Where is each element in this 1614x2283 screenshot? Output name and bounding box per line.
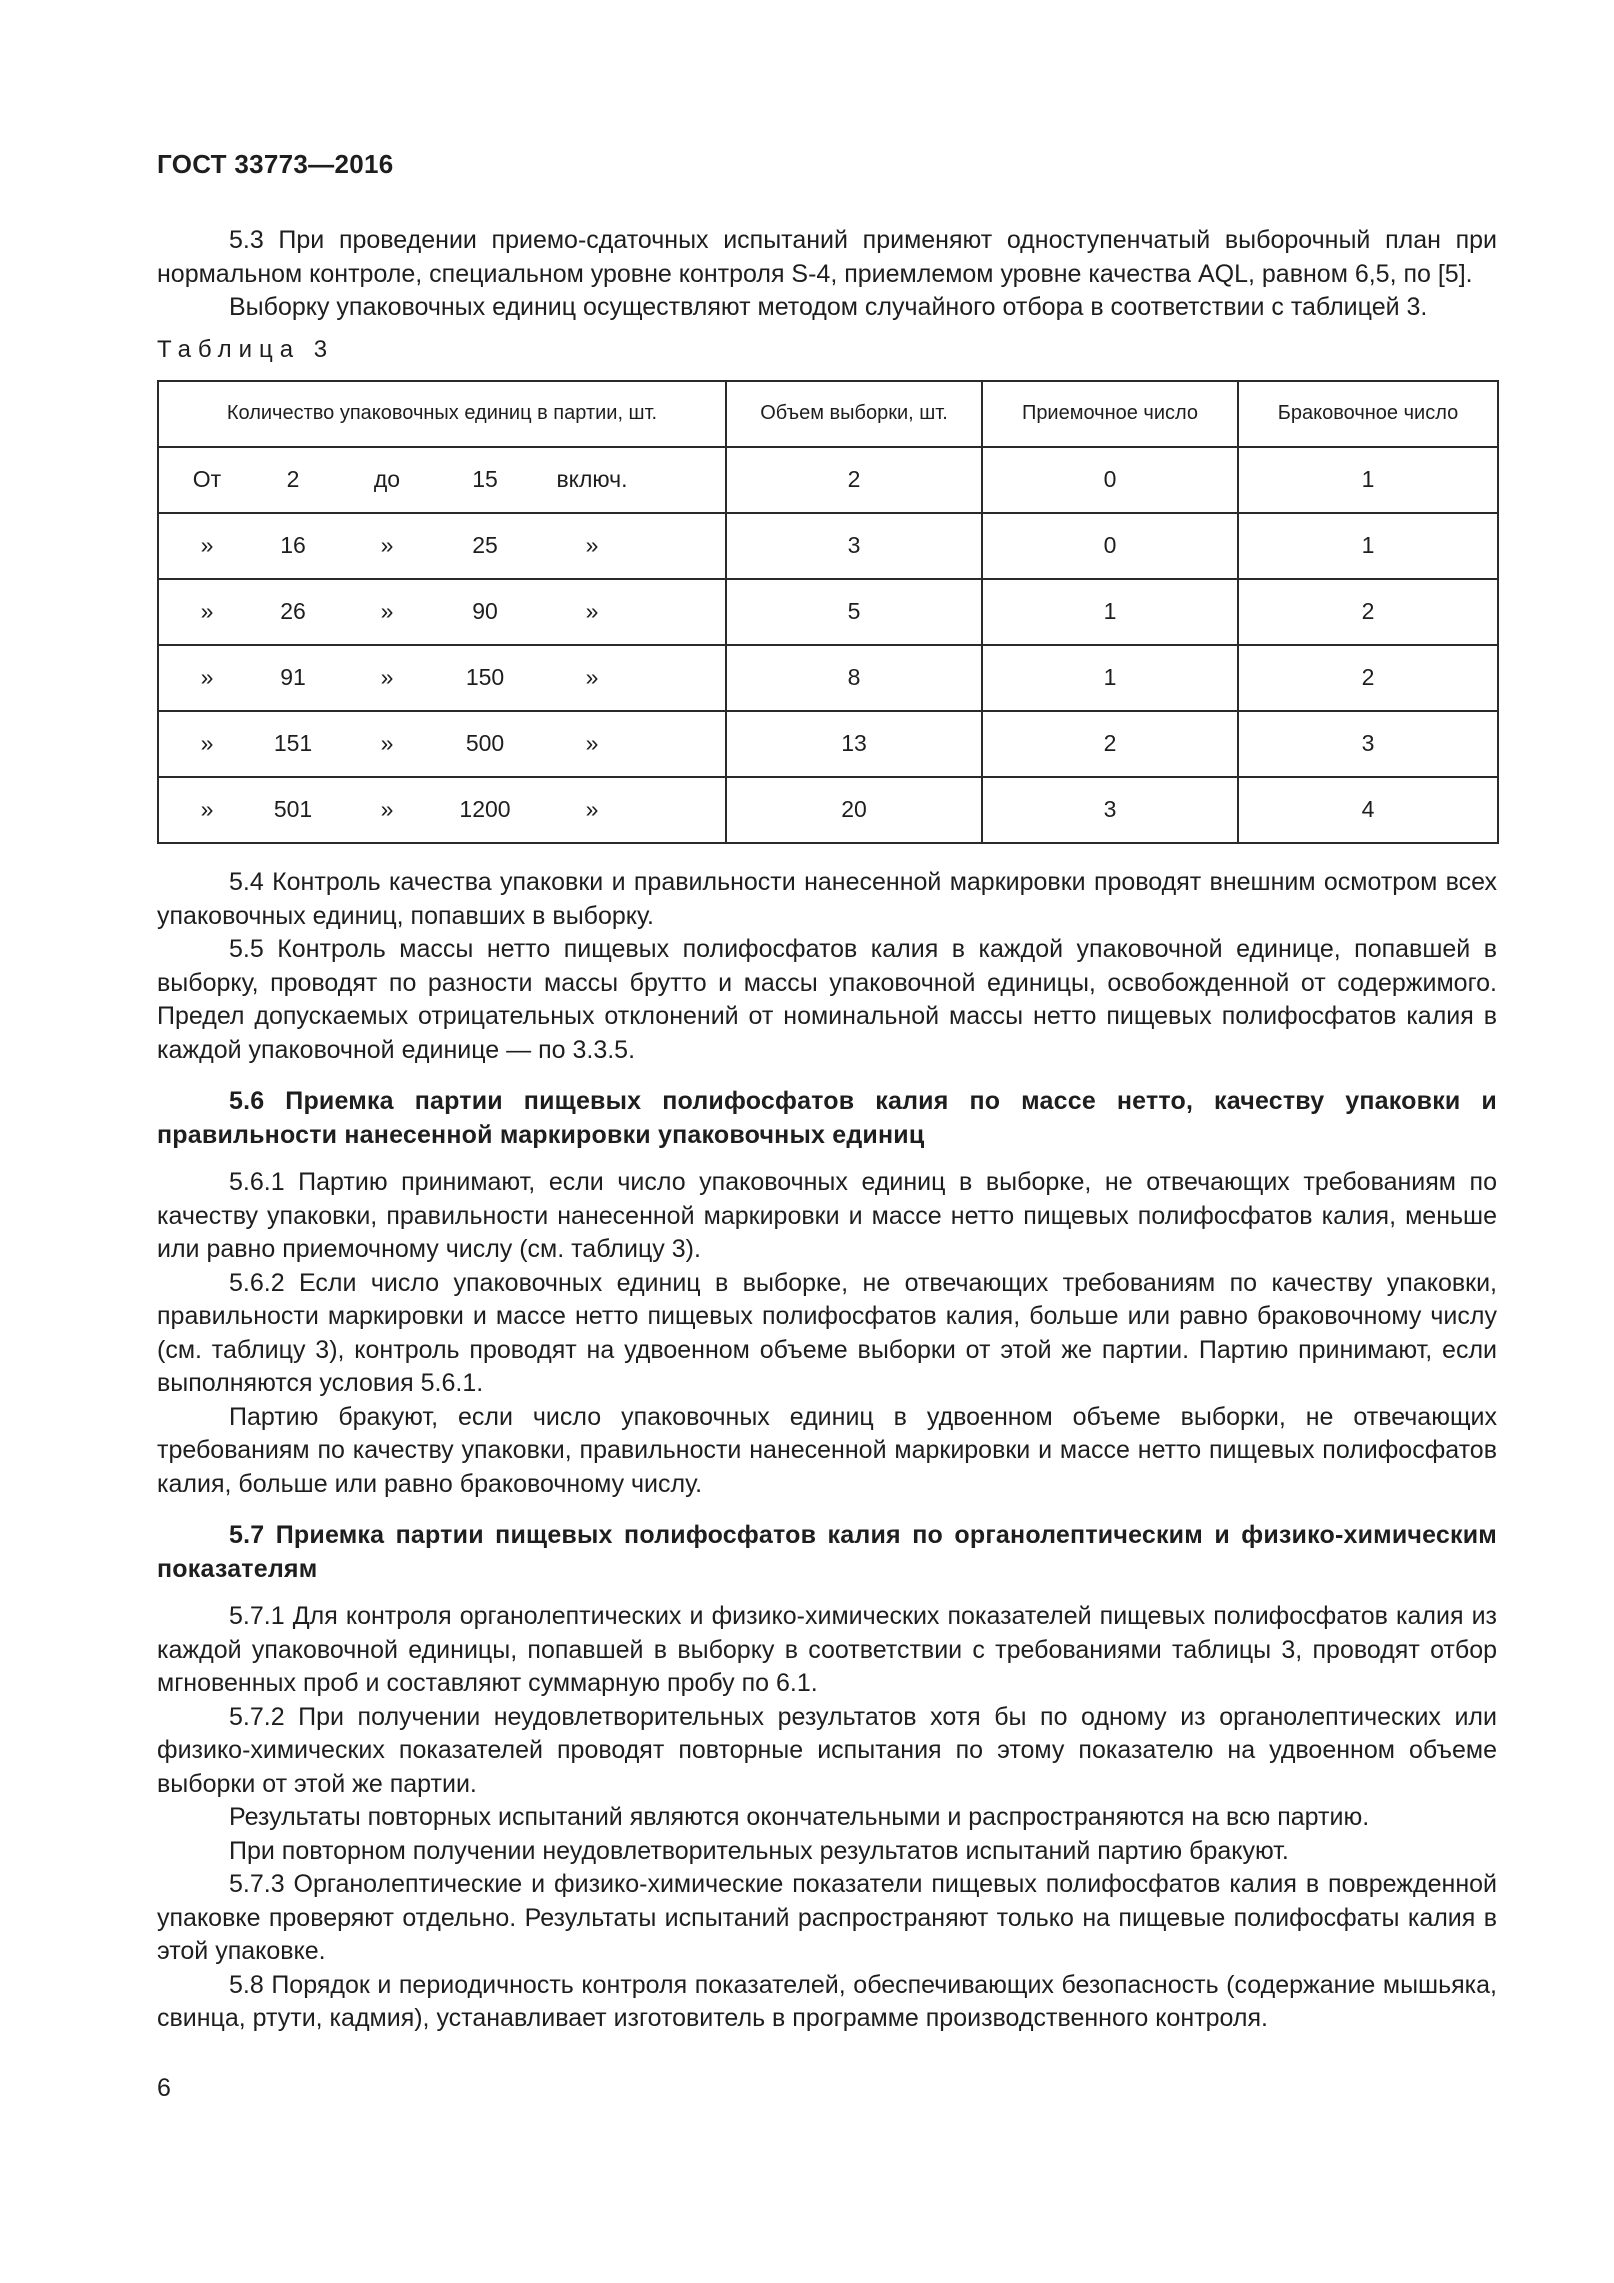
table-row	[158, 513, 1498, 579]
range-prefix: »	[200, 598, 214, 625]
range-prefix: »	[200, 664, 214, 691]
range-suffix: »	[585, 598, 599, 625]
range-to: 15	[472, 466, 498, 493]
section-heading-5-6: 5.6 Приемка партии пищевых полифосфатов калия по массе нетто, качеству упаковки и правильности нанесенной маркировки упаковочных единиц	[157, 1087, 1497, 1149]
range-sep: до	[373, 466, 401, 493]
rejection-cell: 3	[1238, 711, 1498, 777]
paragraph-retest-reject: При повторном получении неудовлетворительных результатов испытаний партию бракуют.	[229, 1836, 1289, 1865]
range-to: 1200	[459, 796, 511, 823]
range-sep: »	[380, 532, 394, 559]
table-row	[158, 777, 1498, 843]
rejection-cell: 4	[1238, 777, 1498, 843]
acceptance-cell: 2	[982, 711, 1238, 777]
paragraph-5-6-2: 5.6.2 Если число упаковочных единиц в выборке, не отвечающих требованиям по качеству упаковки, правильности маркировки и массе нетто пищевых полифосфатов калия, больше или равно браковочному числу (см. таблицу 3), контроль проводят на удвоенном объеме выборки от этой же партии. Партию принимают, если выполняются условия 5.6.1.	[157, 1268, 1497, 1397]
table-row	[158, 645, 1498, 711]
rejection-cell: 1	[1238, 513, 1498, 579]
acceptance-cell: 0	[982, 447, 1238, 513]
lot-size-range	[158, 645, 726, 711]
range-suffix: »	[585, 796, 599, 823]
range-prefix: »	[200, 532, 214, 559]
sample-size-cell: 8	[726, 645, 982, 711]
range-prefix: »	[200, 796, 214, 823]
section-heading-5-7: 5.7 Приемка партии пищевых полифосфатов калия по органолептическим и физико-химическим показателям	[157, 1521, 1497, 1583]
range-prefix: »	[200, 730, 214, 757]
header-lot-size: Количество упаковочных единиц в партии, шт.	[158, 381, 726, 447]
paragraph-5-7-3: 5.7.3 Органолептические и физико-химические показатели пищевых полифосфатов калия в поврежденной упаковке проверяют отдельно. Результаты испытаний распространяют только на пищевые полифосфаты калия в этой упаковке.	[157, 1870, 1497, 1965]
range-to: 500	[465, 730, 505, 757]
paragraph-5-5: 5.5 Контроль массы нетто пищевых полифосфатов калия в каждой упаковочной единице, попавшей в выборку, проводят по разности массы брутто и массы упаковочной единицы, освобожденной от содержимого. Предел допускаемых отрицательных отклонений от номинальной массы нетто пищевых полифосфатов калия в каждой упаковочной единице — по 3.3.5.	[157, 935, 1497, 1064]
acceptance-cell: 1	[982, 579, 1238, 645]
range-suffix: »	[585, 664, 599, 691]
sample-size-cell: 20	[726, 777, 982, 843]
table-row	[158, 579, 1498, 645]
range-suffix: »	[585, 532, 599, 559]
header-rejection-number: Браковочное число	[1238, 381, 1498, 447]
table-row	[158, 711, 1498, 777]
range-sep: »	[380, 598, 394, 625]
range-suffix: включ.	[556, 466, 628, 493]
sample-size-cell: 2	[726, 447, 982, 513]
standard-designation: ГОСТ 33773—2016	[157, 149, 394, 179]
table-caption: Таблица 3	[157, 335, 335, 363]
page-number: 6	[157, 2074, 171, 2102]
range-from: 2	[286, 466, 300, 493]
rejection-cell: 2	[1238, 645, 1498, 711]
sample-size-cell: 5	[726, 579, 982, 645]
paragraph-5-8: 5.8 Порядок и периодичность контроля показателей, обеспечивающих безопасность (содержание мышьяка, свинца, ртути, кадмия), устанавливает изготовитель в программе производственного контроля.	[157, 1970, 1497, 2032]
paragraph-retest-final: Результаты повторных испытаний являются окончательными и распространяются на всю партию.	[229, 1803, 1370, 1831]
sampling-table	[157, 380, 1499, 844]
paragraph-5-7-2: 5.7.2 При получении неудовлетворительных результатов хотя бы по одному из органолептических или физико-химических показателей проводят повторные испытания по этому показателю на удвоенном объеме выборки от этой же партии.	[157, 1702, 1497, 1798]
range-to: 90	[472, 598, 498, 625]
paragraph-lot-rejection: Партию бракуют, если число упаковочных единиц в удвоенном объеме выборки, не отвечающих требованиям по качеству упаковки, правильности нанесенной маркировки и массе нетто пищевых полифосфатов калия, больше или равно браковочному числу.	[157, 1402, 1497, 1498]
sample-size-cell: 3	[726, 513, 982, 579]
lot-size-range	[158, 711, 726, 777]
acceptance-cell: 3	[982, 777, 1238, 843]
range-suffix: »	[585, 730, 599, 757]
lot-size-range	[158, 579, 726, 645]
range-from: 26	[280, 598, 306, 625]
paragraph-5-4: 5.4 Контроль качества упаковки и правильности нанесенной маркировки проводят внешним осмотром всех упаковочных единиц, попавших в выборку.	[157, 868, 1497, 930]
range-sep: »	[380, 796, 394, 823]
acceptance-cell: 1	[982, 645, 1238, 711]
lot-size-range	[158, 513, 726, 579]
range-to: 150	[465, 664, 505, 691]
range-from: 16	[280, 532, 306, 559]
range-prefix: От	[192, 466, 222, 493]
paragraph-5-7-1: 5.7.1 Для контроля органолептических и физико-химических показателей пищевых полифосфатов калия из каждой упаковочной единицы, попавшей в выборку в соответствии с требованиями таблицы 3, проводят отбор мгновенных проб и составляют суммарную пробу по 6.1.	[157, 1602, 1497, 1697]
range-sep: »	[380, 730, 394, 757]
lot-size-range	[158, 447, 726, 513]
range-sep: »	[380, 664, 394, 691]
header-acceptance-number: Приемочное число	[982, 381, 1238, 447]
lot-size-range	[158, 777, 726, 843]
paragraph-5-3: 5.3 При проведении приемо-сдаточных испытаний применяют одноступенчатый выборочный план при нормальном контроле, специальном уровне контроля S-4, приемлемом уровне качества AQL, равном 6,5, по [5].	[157, 226, 1497, 288]
range-from: 151	[273, 730, 313, 757]
paragraph-sampling: Выборку упаковочных единиц осуществляют методом случайного отбора в соответствии с таблицей 3.	[229, 293, 1428, 321]
acceptance-cell: 0	[982, 513, 1238, 579]
range-to: 25	[472, 532, 498, 559]
paragraph-5-6-1: 5.6.1 Партию принимают, если число упаковочных единиц в выборке, не отвечающих требованиям по качеству упаковки, правильности нанесенной маркировки и массе нетто пищевых полифосфатов калия, меньше или равно приемочному числу (см. таблицу 3).	[157, 1168, 1497, 1263]
table-row	[158, 447, 1498, 513]
rejection-cell: 1	[1238, 447, 1498, 513]
sample-size-cell: 13	[726, 711, 982, 777]
rejection-cell: 2	[1238, 579, 1498, 645]
range-from: 91	[280, 664, 306, 691]
table-header-row	[158, 381, 1498, 447]
document-body	[157, 224, 1497, 2036]
range-from: 501	[273, 796, 313, 823]
header-sample-size: Объем выборки, шт.	[726, 381, 982, 447]
